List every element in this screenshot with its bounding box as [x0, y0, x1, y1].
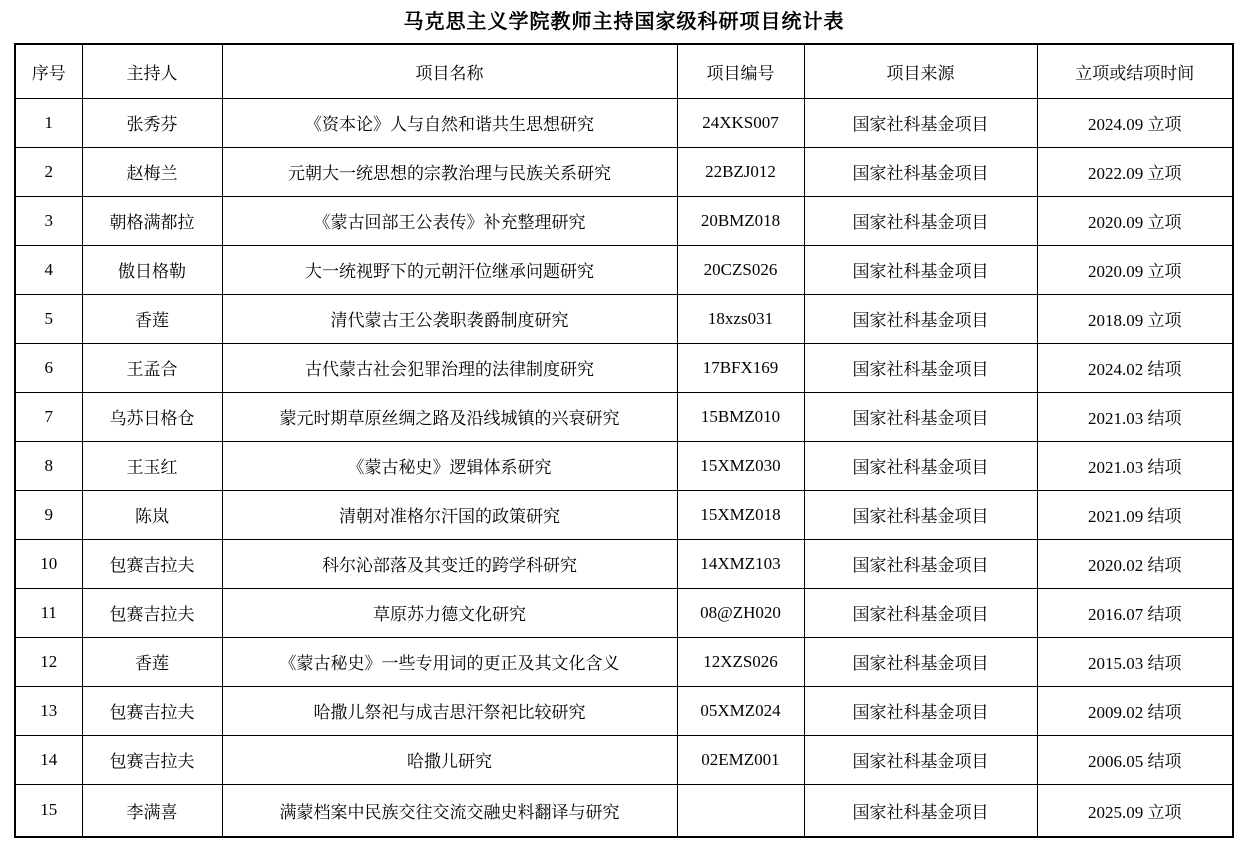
table-cell: 清朝对准格尔汗国的政策研究 [222, 490, 677, 539]
table-cell: 包赛吉拉夫 [82, 539, 222, 588]
header-cell: 项目编号 [677, 44, 804, 98]
table-cell: 乌苏日格仓 [82, 392, 222, 441]
header-cell: 序号 [15, 44, 82, 98]
table-cell: 香莲 [82, 637, 222, 686]
table-cell: 科尔沁部落及其变迁的跨学科研究 [222, 539, 677, 588]
table-cell: 草原苏力德文化研究 [222, 588, 677, 637]
table-row [15, 392, 1233, 441]
table-cell: 05XMZ024 [677, 686, 804, 735]
table-body [15, 98, 1233, 837]
table-cell: 国家社科基金项目 [804, 343, 1037, 392]
table-cell: 2021.03 结项 [1037, 392, 1233, 441]
table-cell: 2 [15, 147, 82, 196]
projects-table [14, 43, 1234, 838]
table-cell: 5 [15, 294, 82, 343]
table-cell: 11 [15, 588, 82, 637]
table-cell: 王孟合 [82, 343, 222, 392]
table-cell: 2024.02 结项 [1037, 343, 1233, 392]
table-cell: 满蒙档案中民族交往交流交融史料翻译与研究 [222, 784, 677, 837]
table-cell: 国家社科基金项目 [804, 637, 1037, 686]
table-cell: 国家社科基金项目 [804, 686, 1037, 735]
table-cell: 包赛吉拉夫 [82, 735, 222, 784]
table-cell: 国家社科基金项目 [804, 147, 1037, 196]
table-cell: 国家社科基金项目 [804, 196, 1037, 245]
table-cell: 2022.09 立项 [1037, 147, 1233, 196]
table-cell: 清代蒙古王公袭职袭爵制度研究 [222, 294, 677, 343]
table-cell: 包赛吉拉夫 [82, 588, 222, 637]
table-cell: 赵梅兰 [82, 147, 222, 196]
table-cell: 18xzs031 [677, 294, 804, 343]
table-cell: 国家社科基金项目 [804, 539, 1037, 588]
table-cell: 张秀芬 [82, 98, 222, 147]
table-cell: 2021.03 结项 [1037, 441, 1233, 490]
table-cell: 《蒙古秘史》一些专用词的更正及其文化含义 [222, 637, 677, 686]
table-cell: 傲日格勒 [82, 245, 222, 294]
table-cell: 2006.05 结项 [1037, 735, 1233, 784]
table-cell: 蒙元时期草原丝绸之路及沿线城镇的兴衰研究 [222, 392, 677, 441]
table-cell: 12 [15, 637, 82, 686]
table-cell: 《蒙古秘史》逻辑体系研究 [222, 441, 677, 490]
table-row [15, 147, 1233, 196]
table-cell: 14 [15, 735, 82, 784]
table-cell: 2024.09 立项 [1037, 98, 1233, 147]
table-cell: 3 [15, 196, 82, 245]
table-row [15, 490, 1233, 539]
table-cell: 08@ZH020 [677, 588, 804, 637]
table-cell: 国家社科基金项目 [804, 735, 1037, 784]
table-cell: 20CZS026 [677, 245, 804, 294]
table-cell: 6 [15, 343, 82, 392]
table-cell: 2020.09 立项 [1037, 245, 1233, 294]
header-cell: 项目名称 [222, 44, 677, 98]
table-cell: 2009.02 结项 [1037, 686, 1233, 735]
table-cell: 17BFX169 [677, 343, 804, 392]
table-cell: 2018.09 立项 [1037, 294, 1233, 343]
table-cell: 国家社科基金项目 [804, 294, 1037, 343]
page-title: 马克思主义学院教师主持国家级科研项目统计表 [403, 11, 845, 33]
table-cell: 24XKS007 [677, 98, 804, 147]
table-cell: 哈撒儿祭祀与成吉思汗祭祀比较研究 [222, 686, 677, 735]
table-cell: 22BZJ012 [677, 147, 804, 196]
table-row [15, 98, 1233, 147]
table-cell: 7 [15, 392, 82, 441]
table-cell: 9 [15, 490, 82, 539]
table-cell: 李满喜 [82, 784, 222, 837]
table-cell: 2020.09 立项 [1037, 196, 1233, 245]
table-row [15, 784, 1233, 837]
table-cell: 陈岚 [82, 490, 222, 539]
table-row [15, 588, 1233, 637]
table-row [15, 441, 1233, 490]
table-cell: 13 [15, 686, 82, 735]
table-cell: 国家社科基金项目 [804, 490, 1037, 539]
table-cell: 《蒙古回部王公表传》补充整理研究 [222, 196, 677, 245]
table-cell: 15 [15, 784, 82, 837]
table-cell: 15XMZ030 [677, 441, 804, 490]
table-cell: 《资本论》人与自然和谐共生思想研究 [222, 98, 677, 147]
table-cell: 王玉红 [82, 441, 222, 490]
table-cell: 10 [15, 539, 82, 588]
table-cell: 香莲 [82, 294, 222, 343]
table-cell: 12XZS026 [677, 637, 804, 686]
table-row [15, 196, 1233, 245]
table-cell: 15XMZ018 [677, 490, 804, 539]
table-cell: 国家社科基金项目 [804, 245, 1037, 294]
table-cell: 朝格满都拉 [82, 196, 222, 245]
header-cell: 立项或结项时间 [1037, 44, 1233, 98]
table-cell [677, 784, 804, 837]
table-cell: 1 [15, 98, 82, 147]
table-cell: 20BMZ018 [677, 196, 804, 245]
table-cell: 国家社科基金项目 [804, 392, 1037, 441]
table-row [15, 245, 1233, 294]
table-cell: 国家社科基金项目 [804, 588, 1037, 637]
table-cell: 哈撒儿研究 [222, 735, 677, 784]
table-cell: 14XMZ103 [677, 539, 804, 588]
table-cell: 元朝大一统思想的宗教治理与民族关系研究 [222, 147, 677, 196]
table-cell: 2020.02 结项 [1037, 539, 1233, 588]
table-cell: 大一统视野下的元朝汗位继承问题研究 [222, 245, 677, 294]
table-row [15, 686, 1233, 735]
table-cell: 2016.07 结项 [1037, 588, 1233, 637]
table-cell: 15BMZ010 [677, 392, 804, 441]
table-header [15, 44, 1233, 98]
table-row [15, 637, 1233, 686]
table-cell: 国家社科基金项目 [804, 98, 1037, 147]
table-cell: 2025.09 立项 [1037, 784, 1233, 837]
table-cell: 2021.09 结项 [1037, 490, 1233, 539]
header-row [15, 44, 1233, 98]
table-cell: 4 [15, 245, 82, 294]
table-cell: 包赛吉拉夫 [82, 686, 222, 735]
table-row [15, 343, 1233, 392]
table-row [15, 735, 1233, 784]
table-cell: 国家社科基金项目 [804, 784, 1037, 837]
table-cell: 古代蒙古社会犯罪治理的法律制度研究 [222, 343, 677, 392]
table-row [15, 539, 1233, 588]
header-cell: 主持人 [82, 44, 222, 98]
table-cell: 8 [15, 441, 82, 490]
header-cell: 项目来源 [804, 44, 1037, 98]
table-row [15, 294, 1233, 343]
table-cell: 国家社科基金项目 [804, 441, 1037, 490]
table-cell: 02EMZ001 [677, 735, 804, 784]
table-cell: 2015.03 结项 [1037, 637, 1233, 686]
